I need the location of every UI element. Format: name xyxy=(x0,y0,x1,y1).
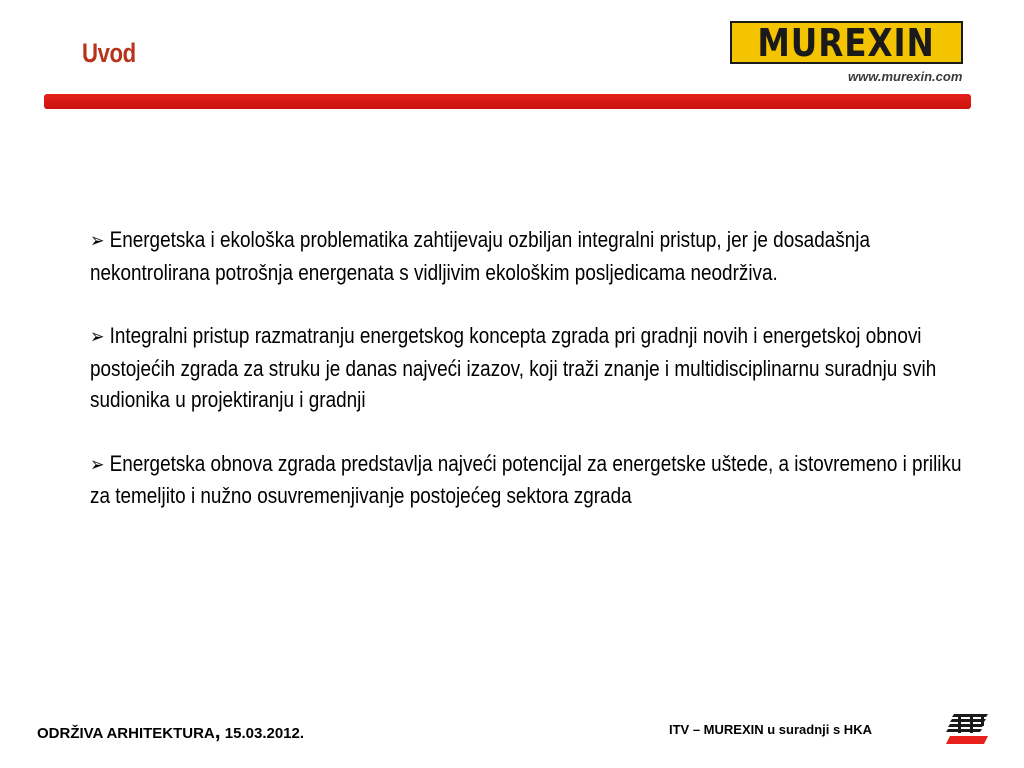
footer-event xyxy=(37,720,304,744)
bullet-item xyxy=(90,320,984,416)
bullet-arrow-icon: ➢ xyxy=(90,228,105,252)
bullet-text: Integralni pristup razmatranju energetskog koncepta zgrada pri gradnji novih i energetskoj obnovi postojećih zgrada za struku je danas najveći izazov, koji traži znanje i multidisciplinarnu suradnju svih sudionika u projektiranju i gradnji xyxy=(90,323,937,412)
bullet-item xyxy=(90,224,984,288)
bullet-text: Energetska obnova zgrada predstavlja najveći potencijal za energetske uštede, a istovremeno i priliku za temeljito i nužno osuvremenjivanje postojećeg sektora zgrada xyxy=(90,450,962,508)
bullet-arrow-icon: ➢ xyxy=(90,324,105,348)
header-divider-bar xyxy=(44,94,971,109)
footer-event-title: ODRŽIVA ARHITEKTURA xyxy=(37,725,215,742)
footer-date: 15.03.2012. xyxy=(224,725,305,742)
logo-text: MUREXIN xyxy=(757,20,936,65)
bullet-arrow-icon: ➢ xyxy=(90,451,105,476)
bullet-text: Energetska i ekološka problematika zahtijevaju ozbiljan integralni pristup, jer je dosadašnja nekontrolirana potrošnja energenata s vidljivim ekološkim posljedicama neodrživa. xyxy=(90,227,870,285)
page-title: Uvod xyxy=(82,38,136,68)
footer-separator: , xyxy=(214,720,221,743)
logo-url: www.murexin.com xyxy=(848,69,963,84)
content-area xyxy=(90,224,990,544)
bullet-item xyxy=(90,448,984,512)
murexin-logo xyxy=(730,21,963,64)
footer-organizer: ITV – MUREXIN u suradnji s HKA xyxy=(669,722,872,737)
hka-logo-icon xyxy=(944,711,990,747)
